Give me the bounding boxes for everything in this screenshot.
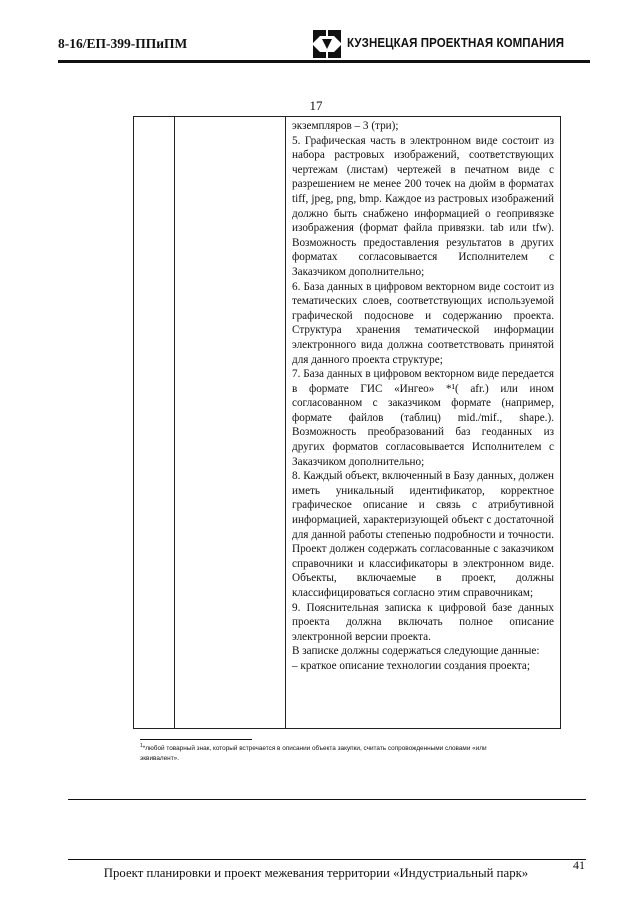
requirements-table <box>133 116 561 729</box>
requirement-paragraph: 5. Графическая часть в электронном виде состоит из набора растровых изображений, соответствующих чертежам (листам) чертежей в печатном виде с разрешением не менее 200 точек на дюйм в форматах tiff, jpeg, png, bmp. Каждое из растровых изображений должно быть снабжено информацией о геопривязке изображения (формат файла привязки. tab или tfw). Возможность предоставления результатов в других форматах согласовывается Исполнителем с Заказчиком дополнительно; <box>292 134 554 278</box>
table-row <box>134 117 561 729</box>
footer-title: Проект планировки и проект межевания территории «Индустриальный парк» <box>103 866 529 880</box>
footnote <box>140 741 520 764</box>
footnote-text: *любой товарный знак, который встречается в описании объекта закупки, считать сопровожденными словами «или эквивалент». <box>140 745 487 763</box>
footnote-rule <box>140 739 252 740</box>
page-rule <box>68 799 586 800</box>
requirement-paragraph: 8. Каждый объект, включенный в Базу данных, должен иметь уникальный идентификатор, корректное графическое описание и связь с атрибутивной информацией, характеризующей объект с достаточной для данной работы степенью подробности и точности. Проект должен содержать согласованные с заказчиком справочники и классификаторы в электронном виде. Объекты, включаемые в проект, должны классифицироваться согласно этим справочникам; <box>292 470 554 599</box>
company-logo-icon <box>313 30 341 58</box>
document-code: 8-16/ЕП-399-ППиПМ <box>58 36 188 51</box>
page-number: 17 <box>309 98 323 113</box>
table-cell-number <box>134 117 175 729</box>
table-cell-requirements <box>286 117 561 729</box>
header-rule <box>58 60 590 63</box>
footnote-marker: 1 <box>140 743 143 749</box>
requirement-paragraph: 9. Пояснительная записка к цифровой базе данных проекта должна включать полное описание электронной версии проекта. <box>292 601 554 643</box>
requirement-paragraph: 7. База данных в цифровом векторном виде передается в формате ГИС «Ингео» *¹( afr.) или ином согласованном с заказчиком формате (например, формате файлов (таблиц) mid./mif., shape.). Возможность преобразований баз геоданных из других форматов согласовывается Исполнителем с Заказчиком дополнительно; <box>292 368 554 468</box>
requirement-paragraph: 6. База данных в цифровом векторном виде состоит из тематических слоев, соответствующих используемой графической подоснове и содержанию проекта. Структура хранения тематической информации электронного вида должна соответствовать принятой для данного проекта структуре; <box>292 280 554 366</box>
table-cell-section <box>175 117 286 729</box>
requirement-paragraph: В записке должны содержаться следующие данные: <box>292 645 540 658</box>
company-name: КУЗНЕЦКАЯ ПРОЕКТНАЯ КОМПАНИЯ <box>347 36 565 50</box>
footer-rule <box>68 859 586 860</box>
requirement-paragraph: – краткое описание технологии создания проекта; <box>292 659 531 672</box>
sheet-number: 41 <box>573 858 585 872</box>
requirement-paragraph: экземпляров – 3 (три); <box>292 120 399 132</box>
